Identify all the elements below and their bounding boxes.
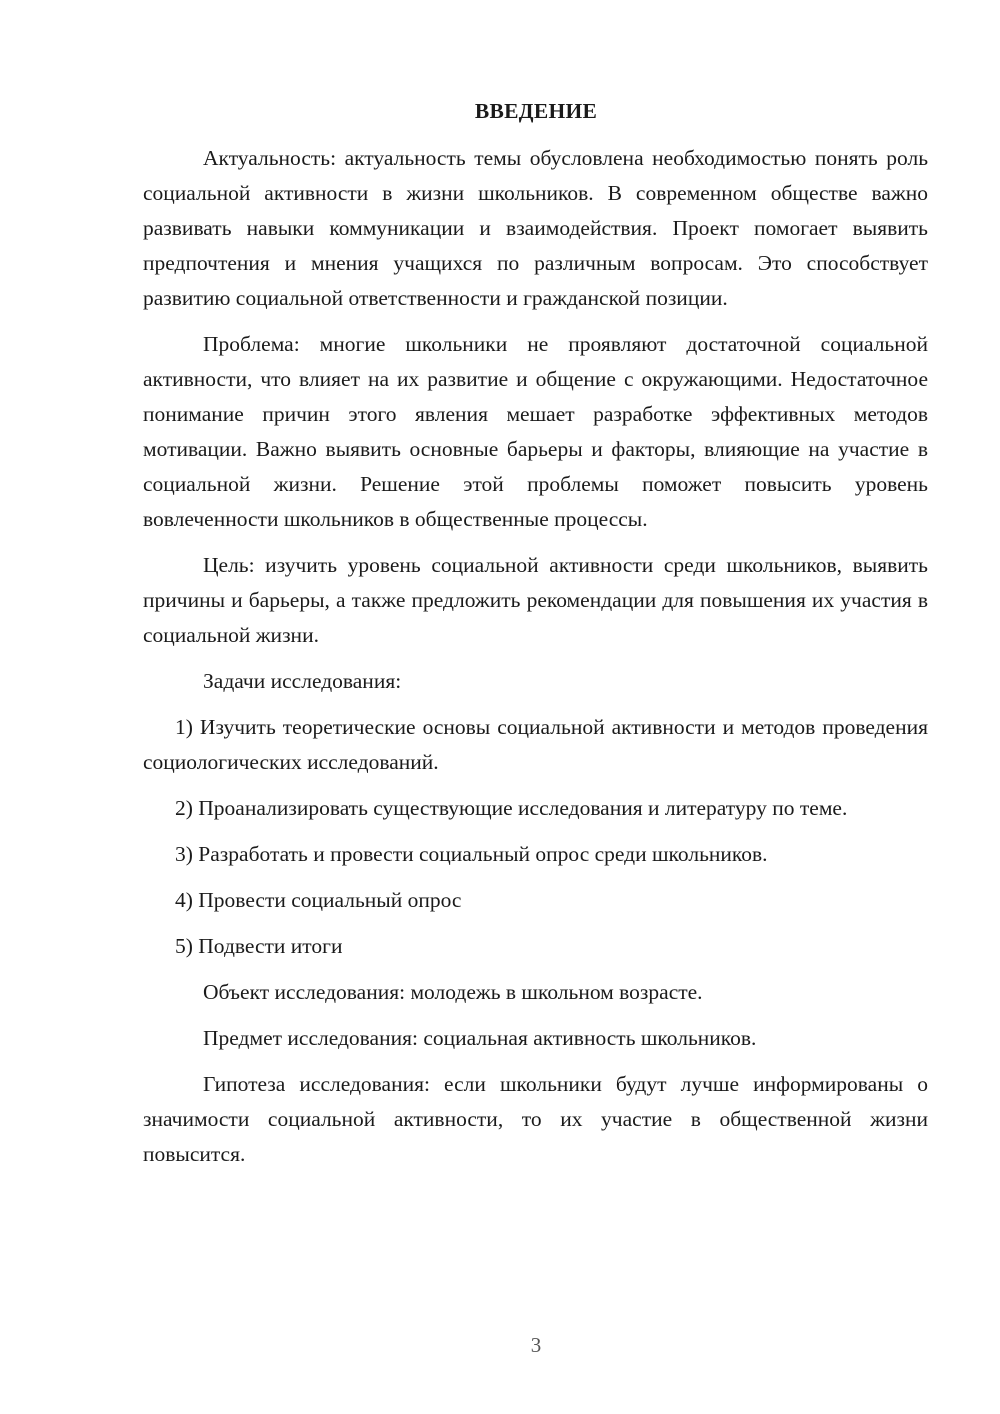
problem-paragraph: Проблема: многие школьники не проявляют достаточной социальной активности, что влияет на их развитие и общение с окружающими. Недостаточное понимание причин этого явления мешает разработке эффективных методов мотивации. Важно выявить основные барьеры и факторы, влияющие на участие в социальной жизни. Решение этой проблемы поможет повысить уровень вовлеченности школьников в общественные процессы. bbox=[143, 332, 928, 531]
subject-paragraph: Предмет исследования: социальная активность школьников. bbox=[203, 1026, 757, 1050]
hypothesis-paragraph: Гипотеза исследования: если школьники будут лучше информированы о значимости социальной активности, то их участие в общественной жизни повысится. bbox=[143, 1072, 928, 1166]
goal-paragraph: Цель: изучить уровень социальной активности среди школьников, выявить причины и барьеры, а также предложить рекомендации для повышения их участия в социальной жизни. bbox=[143, 553, 928, 647]
body-text bbox=[143, 141, 928, 1172]
task-item: 3) Разработать и провести социальный опрос среди школьников. bbox=[175, 842, 768, 866]
task-item: 1) Изучить теоретические основы социальной активности и методов проведения социологических исследований. bbox=[143, 715, 928, 774]
relevance-paragraph: Актуальность: актуальность темы обусловлена необходимостью понять роль социальной активности в жизни школьников. В современном обществе важно развивать навыки коммуникации и взаимодействия. Проект помогает выявить предпочтения и мнения учащихся по различным вопросам. Это способствует развитию социальной ответственности и гражданской позиции. bbox=[143, 146, 928, 310]
page-number: 3 bbox=[530, 1333, 542, 1357]
task-item: 4) Провести социальный опрос bbox=[175, 888, 462, 912]
section-heading: ВВЕДЕНИЕ bbox=[474, 99, 598, 123]
tasks-title: Задачи исследования: bbox=[203, 669, 402, 693]
object-paragraph: Объект исследования: молодежь в школьном возрасте. bbox=[203, 980, 703, 1004]
task-item: 2) Проанализировать существующие исследования и литературу по теме. bbox=[175, 796, 848, 820]
task-item: 5) Подвести итоги bbox=[175, 934, 343, 958]
